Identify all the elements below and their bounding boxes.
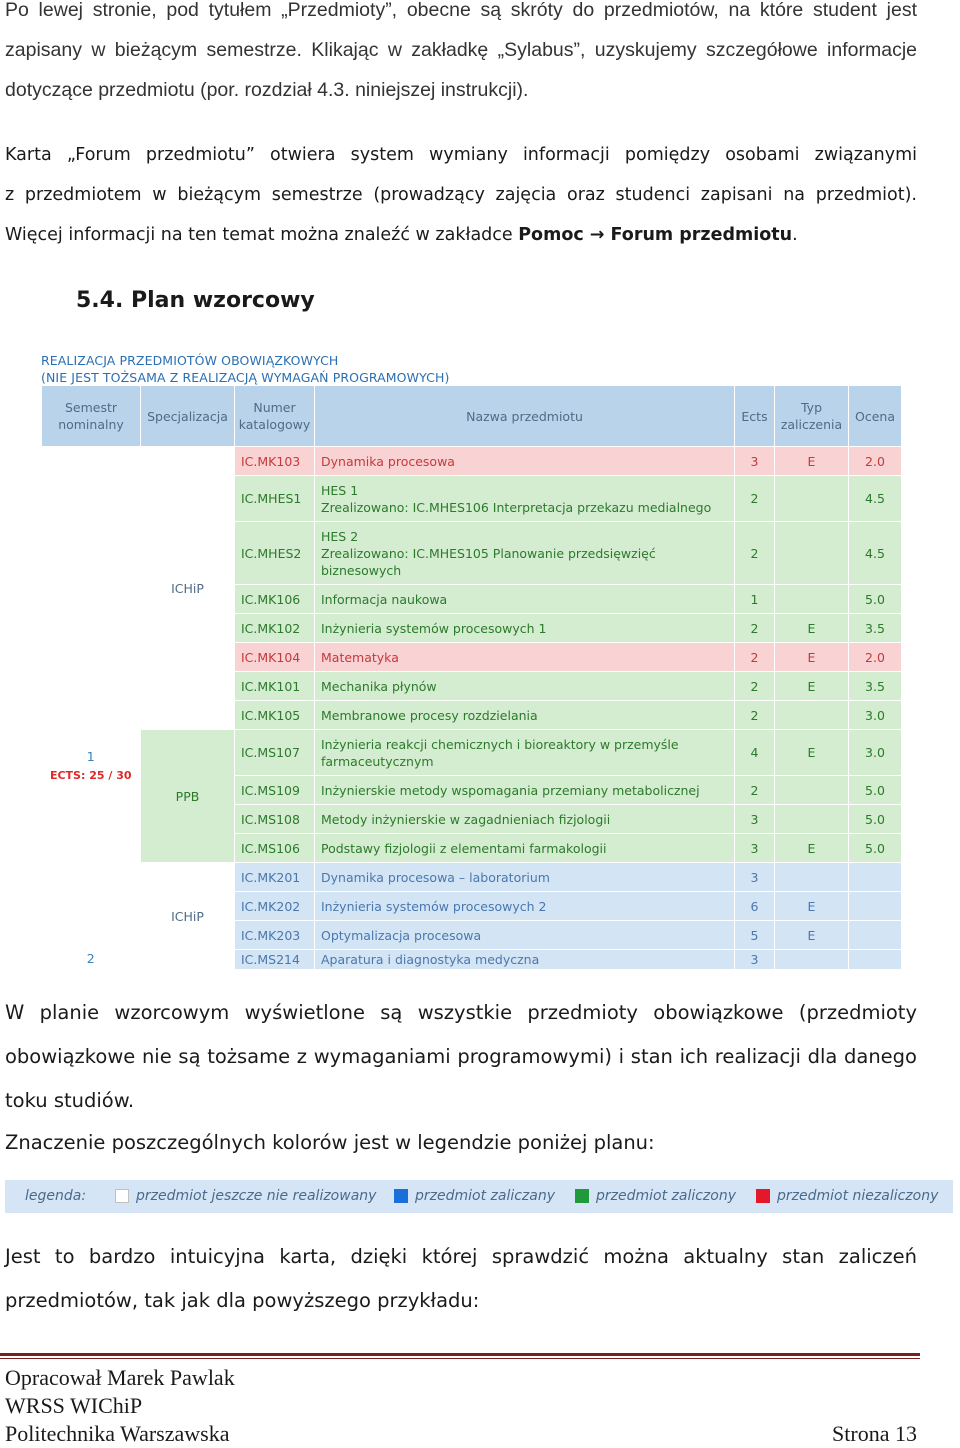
grade: 4.5: [849, 522, 902, 585]
ects-value: 1: [735, 585, 775, 614]
page-number: Strona 13: [832, 1421, 917, 1446]
subject-name[interactable]: Mechanika płynów: [315, 672, 735, 701]
credit-type: [775, 950, 849, 970]
forum-text: Więcej informacji na ten temat można znaleźć w zakładce: [5, 225, 519, 245]
ects-value: 5: [735, 921, 775, 950]
subject-name[interactable]: HES 1 Zrealizowano: IC.MHES106 Interpretacja przekazu medialnego: [315, 476, 735, 522]
col-specialization: Specjalizacja: [141, 386, 235, 447]
plan-caption: [41, 352, 449, 386]
specialization-cell: ICHiP: [141, 447, 235, 730]
subject-name[interactable]: Optymalizacja procesowa: [315, 921, 735, 950]
table-row[interactable]: [42, 447, 902, 476]
col-grade: Ocena: [849, 386, 902, 447]
subject-name[interactable]: Inżynieria reakcji chemicznych i bioreaktory w przemyśle farmaceutycznym: [315, 730, 735, 776]
subject-name[interactable]: Matematyka: [315, 643, 735, 672]
catalog-number: IC.MK104: [235, 643, 315, 672]
forum-line: Karta „Forum przedmiotu” otwiera system wymiany informacji pomiędzy osobami związanymi: [5, 145, 917, 165]
subject-name[interactable]: Podstawy fizjologii z elementami farmakologii: [315, 834, 735, 863]
catalog-number: IC.MK105: [235, 701, 315, 730]
subject-name[interactable]: Metody inżynierskie w zagadnieniach fizjologii: [315, 805, 735, 834]
forum-path: Pomoc → Forum przedmiotu: [518, 225, 793, 245]
legend-label: legenda:: [25, 1188, 87, 1204]
catalog-number: IC.MK201: [235, 863, 315, 892]
white-swatch-icon: [115, 1189, 129, 1203]
col-subject-name: Nazwa przedmiotu: [315, 386, 735, 447]
plan-caption-title: REALIZACJA PRZEDMIOTÓW OBOWIĄZKOWYCH: [41, 353, 339, 368]
credit-type: E: [775, 672, 849, 701]
grade: 2.0: [849, 643, 902, 672]
credit-type: E: [775, 643, 849, 672]
catalog-number: IC.MS214: [235, 950, 315, 970]
grade: 3.0: [849, 701, 902, 730]
red-swatch-icon: [756, 1189, 770, 1203]
col-catalog-number: Numer katalogowy: [235, 386, 315, 447]
credit-type: E: [775, 614, 849, 643]
forum-line: [5, 215, 917, 255]
description-line: toku studiów.: [5, 1089, 135, 1112]
credit-type: E: [775, 892, 849, 921]
grade: 5.0: [849, 805, 902, 834]
forum-end: .: [792, 225, 798, 245]
catalog-number: IC.MHES2: [235, 522, 315, 585]
col-ects: Ects: [735, 386, 775, 447]
credit-type: [775, 522, 849, 585]
credit-type: [775, 585, 849, 614]
ects-value: 3: [735, 447, 775, 476]
grade: [849, 950, 902, 970]
specialization-cell: PPB: [141, 730, 235, 863]
subject-name[interactable]: Aparatura i diagnostyka medyczna: [315, 950, 735, 970]
legend-item-not-started: przedmiot jeszcze nie realizowany: [136, 1188, 377, 1204]
col-credit-type: Typ zaliczenia: [775, 386, 849, 447]
grade: 5.0: [849, 834, 902, 863]
catalog-number: IC.MK106: [235, 585, 315, 614]
legend-bar: [5, 1180, 953, 1213]
ects-value: 2: [735, 672, 775, 701]
grade: [849, 863, 902, 892]
grade: 3.0: [849, 730, 902, 776]
footer-rule: [0, 1353, 920, 1356]
table-row[interactable]: [42, 863, 902, 892]
catalog-number: IC.MS108: [235, 805, 315, 834]
credit-type: [775, 701, 849, 730]
ects-value: 3: [735, 863, 775, 892]
subject-name[interactable]: HES 2 Zrealizowano: IC.MHES105 Planowanie przedsięwzięć biznesowych: [315, 522, 735, 585]
closing-paragraph: [5, 1235, 917, 1323]
subject-name[interactable]: Dynamika procesowa – laboratorium: [315, 863, 735, 892]
closing-line: Jest to bardzo intuicyjna karta, dzięki której sprawdzić można aktualny stan zaliczeń: [5, 1245, 917, 1268]
grade: 5.0: [849, 585, 902, 614]
ects-value: 2: [735, 476, 775, 522]
grade: 4.5: [849, 476, 902, 522]
ects-value: 2: [735, 776, 775, 805]
catalog-number: IC.MHES1: [235, 476, 315, 522]
ects-value: 3: [735, 950, 775, 970]
catalog-number: IC.MS107: [235, 730, 315, 776]
plan-caption-note: (NIE JEST TOŻSAMA Z REALIZACJĄ WYMAGAŃ PROGRAMOWYCH): [41, 370, 450, 385]
ects-value: 2: [735, 701, 775, 730]
table-header-row: [42, 386, 902, 447]
intro-line: Po lewej stronie, pod tytułem „Przedmioty”, obecne są skróty do przedmiotów, na które student jest: [5, 0, 917, 21]
semester-cell: 2: [42, 950, 141, 970]
subject-name[interactable]: Inżynieria systemów procesowych 2: [315, 892, 735, 921]
blue-swatch-icon: [394, 1189, 408, 1203]
forum-line: z przedmiotem w bieżącym semestrze (prowadzący zajęcia oraz studenci zapisani na przedmiot).: [5, 185, 917, 205]
semester-cell: 1 ECTS: 25 / 30: [42, 447, 141, 950]
credit-type: [775, 805, 849, 834]
catalog-number: IC.MK103: [235, 447, 315, 476]
description-line: W planie wzorcowym wyświetlone są wszystkie przedmioty obowiązkowe (przedmioty: [5, 1001, 917, 1024]
ects-value: 4: [735, 730, 775, 776]
subject-name[interactable]: Inżynieria systemów procesowych 1: [315, 614, 735, 643]
legend-item-passed: przedmiot zaliczony: [596, 1188, 736, 1204]
ects-value: 3: [735, 805, 775, 834]
subject-name[interactable]: Membranowe procesy rozdzielania: [315, 701, 735, 730]
credit-type: [775, 476, 849, 522]
footer-unit: WRSS WIChiP: [5, 1393, 143, 1418]
grade: [849, 892, 902, 921]
catalog-number: IC.MK101: [235, 672, 315, 701]
intro-line: dotyczące przedmiotu (por. rozdział 4.3. niniejszej instrukcji).: [5, 79, 529, 101]
ects-summary: ECTS: 25 / 30: [49, 769, 132, 782]
credit-type: E: [775, 834, 849, 863]
catalog-number: IC.MS106: [235, 834, 315, 863]
grade: 5.0: [849, 776, 902, 805]
grade: 3.5: [849, 672, 902, 701]
plan-table: [41, 385, 902, 970]
section-heading: 5.4. Plan wzorcowy: [76, 288, 315, 313]
green-swatch-icon: [575, 1189, 589, 1203]
footer-university: Politechnika Warszawska: [5, 1421, 230, 1446]
forum-paragraph: [5, 135, 917, 255]
legend-intro-line: Znaczenie poszczególnych kolorów jest w legendzie poniżej planu:: [5, 1131, 655, 1154]
legend-item-in-progress: przedmiot zaliczany: [415, 1188, 556, 1204]
grade: 3.5: [849, 614, 902, 643]
credit-type: E: [775, 730, 849, 776]
ects-value: 2: [735, 643, 775, 672]
specialization-cell: ICHiP: [141, 863, 235, 970]
credit-type: [775, 776, 849, 805]
ects-value: 2: [735, 522, 775, 585]
intro-line: zapisany w bieżącym semestrze. Klikając w zakładkę „Sylabus”, uzyskujemy szczegółowe informacje: [5, 39, 917, 61]
catalog-number: IC.MK202: [235, 892, 315, 921]
subject-name[interactable]: Inżynierskie metody wspomagania przemiany metabolicznej: [315, 776, 735, 805]
credit-type: E: [775, 447, 849, 476]
ects-value: 3: [735, 834, 775, 863]
subject-name[interactable]: Informacja naukowa: [315, 585, 735, 614]
ects-value: 2: [735, 614, 775, 643]
intro-paragraph: [5, 0, 917, 110]
legend-intro: [5, 1123, 917, 1163]
footer-author: Opracował Marek Pawlak: [5, 1365, 235, 1390]
credit-type: [775, 863, 849, 892]
plan-description: [5, 991, 917, 1123]
ects-value: 6: [735, 892, 775, 921]
table-row[interactable]: [42, 730, 902, 776]
catalog-number: IC.MK102: [235, 614, 315, 643]
closing-line: przedmiotów, tak jak dla powyższego przykładu:: [5, 1289, 480, 1312]
footer-rule-thin: [0, 1358, 920, 1359]
grade: [849, 921, 902, 950]
subject-name[interactable]: Dynamika procesowa: [315, 447, 735, 476]
grade: 2.0: [849, 447, 902, 476]
col-semester: Semestr nominalny: [42, 386, 141, 447]
description-line: obowiązkowe nie są tożsame z wymaganiami programowymi) i stan ich realizacji dla danego: [5, 1045, 917, 1068]
catalog-number: IC.MS109: [235, 776, 315, 805]
catalog-number: IC.MK203: [235, 921, 315, 950]
legend-item-failed: przedmiot niezaliczony: [777, 1188, 939, 1204]
credit-type: E: [775, 921, 849, 950]
